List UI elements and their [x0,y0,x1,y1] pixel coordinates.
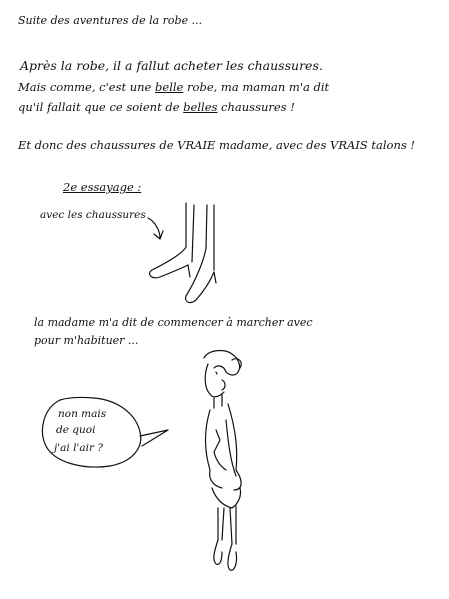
text-line-3-part-a: qu'il fallait que ce soient de [18,100,184,114]
text-line-2-emphasis: belle [155,80,184,94]
girl-walking-sketch [204,351,241,571]
walking-text-line-1: la madame m'a dit de commencer à marcher avec [34,316,313,329]
walking-text-line-2: pour m'habituer ... [34,334,139,347]
essayage-heading: 2e essayage : [63,180,142,194]
speech-line-3: j'ai l'air ? [54,442,103,454]
speech-line-1: non mais [58,408,107,420]
text-line-3-emphasis: belles [183,100,218,114]
pointer-arrow [148,218,160,238]
story-header: Suite des aventures de la robe ... [18,14,203,27]
text-line-3-part-c: chaussures ! [217,100,295,114]
text-line-2-part-c: robe, ma maman m'a dit [183,80,330,94]
speech-line-2: de quoi [56,424,96,436]
text-line-1: Après la robe, il a fallut acheter les chaussures. [20,58,323,73]
text-line-2-part-a: Mais comme, c'est une [18,80,156,94]
shoes-caption: avec les chaussures [40,209,146,221]
text-line-4: Et donc des chaussures de VRAIE madame, avec des VRAIS talons ! [18,138,416,152]
legs-with-heels-sketch [150,203,216,303]
